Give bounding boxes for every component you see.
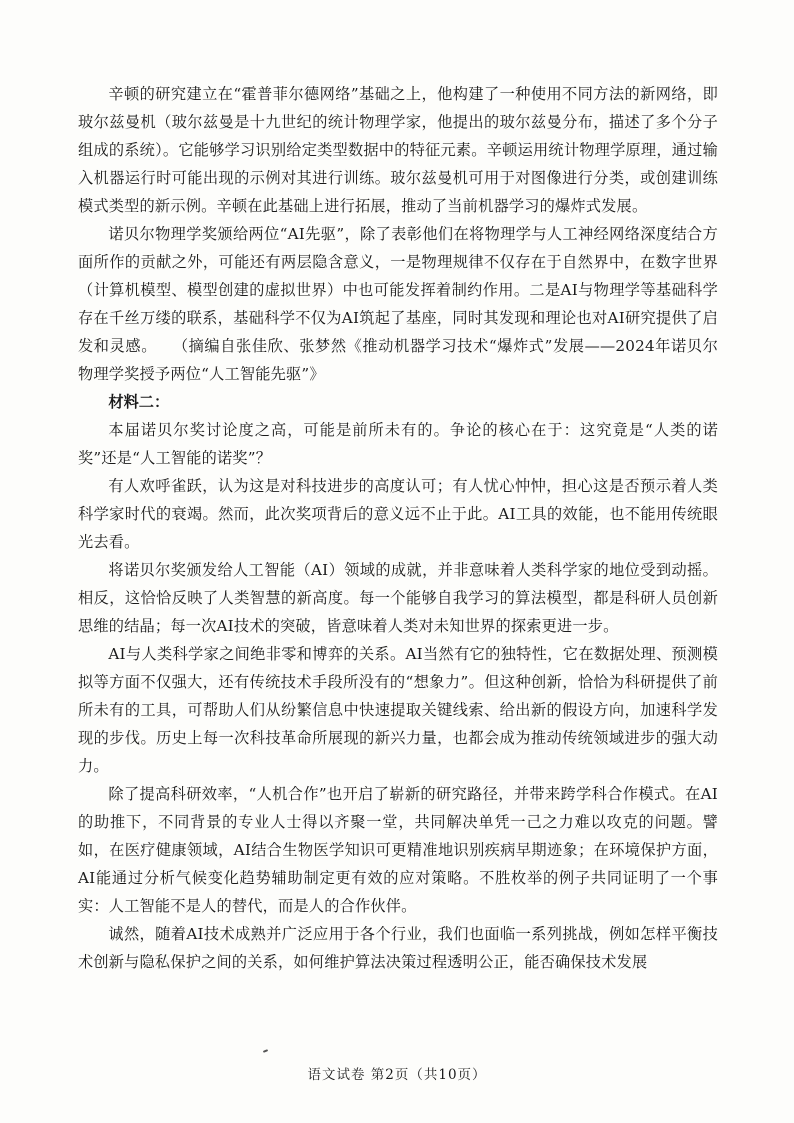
paragraph-human-machine-cooperation: 除了提高科研效率，“人机合作”也开启了崭新的研究路径，并带来跨学科合作模式。在AI的助推下，不同背景的专业人士得以齐聚一堂，共同解决单凭一己之力难以攻克的问题。譬如，在医疗健康领域，AI结合生物医学知识可更精准地识别疾病早期迹象；在环境保护方面，AI能通过分析气候变化趋势辅助制定更有效的应对策略。不胜枚举的例子共同证明了一个事实：人工智能不是人的替代，而是人的合作伙伴。 [78,785,718,915]
scan-speck [263,1049,268,1053]
paragraph-debate-core: 本届诺贝尔奖讨论度之高，可能是前所未有的。争论的核心在于：这究竟是“人类的诺奖”还是“人工智能的诺奖”？ [78,421,718,467]
paragraph-nobel-meaning-text: 诺贝尔物理学奖颁给两位“AI先驱”，除了表彰他们在将物理学与人工神经网络深度结合方面所作的贡献之外，可能还有两层隐含意义，一是物理规律不仅存在于自然界中，在数字世界（计算机模型、模型创建的虚拟世界）中也可能发挥着制约作用。二是AI与物理学等基础科学存在千丝万缕的联系，基础科学不仅为AI筑起了基座，同时其发现和理论也对AI研究提供了启发和灵感。 [78,225,718,355]
paragraph-not-zero-sum: AI与人类科学家之间绝非零和博弈的关系。AI当然有它的独特性，它在数据处理、预测模拟等方面不仅强大，还有传统技术手段所没有的“想象力”。但这种创新，恰恰为科研提供了前所未有的工具，可帮助人们从纷繁信息中快速提取关键线索、给出新的假设方向，加速科学发现的步伐。历史上每一次科技革命所展现的新兴力量，也都会成为推动传统领域进步的强大动力。 [78,645,718,775]
paragraph-nobel-meaning [78,220,718,388]
paragraph-human-wisdom: 将诺贝尔奖颁发给人工智能（AI）领域的成就，并非意味着人类科学家的地位受到动摇。相反，这恰恰反映了人类智慧的新高度。每一个能够自我学习的算法模型，都是科研人员创新思维的结晶；每一次AI技术的突破，皆意味着人类对未知世界的探索更进一步。 [78,561,718,635]
source-citation: （摘编自张佳欣、张梦然《推动机器学习技术“爆炸式”发展——2024年诺贝尔物理学奖授予两位“人工智能先驱”》 [78,337,719,383]
paragraph-challenges: 诚然，随着AI技术成熟并广泛应用于各个行业，我们也面临一系列挑战，例如怎样平衡技术创新与隐私保护之间的关系，如何维护算法决策过程透明公正，能否确保技术发展 [78,925,718,971]
page-footer: 语文试卷 第2页（共10页） [307,1067,487,1083]
paragraph-boltzmann-machine: 辛顿的研究建立在“霍普菲尔德网络”基础之上，他构建了一种使用不同方法的新网络，即玻尔兹曼机（玻尔兹曼是十九世纪的统计物理学家，他提出的玻尔兹曼分布，描述了多个分子组成的系统）。它能够学习识别给定类型数据中的特征元素。辛顿运用统计物理学原理，通过输入机器运行时可能出现的示例对其进行训练。玻尔兹曼机可用于对图像进行分类，或创建训练模式类型的新示例。辛顿在此基础上进行拓展，推动了当前机器学习的爆炸式发展。 [78,85,718,215]
material-two-heading: 材料二： [108,393,170,411]
paragraph-reactions: 有人欢呼雀跃，认为这是对科技进步的高度认可；有人忧心忡忡，担心这是否预示着人类科学家时代的衰竭。然而，此次奖项背后的意义远不止于此。AI工具的效能，也不能用传统眼光去看。 [78,477,718,551]
page-content [78,80,718,976]
